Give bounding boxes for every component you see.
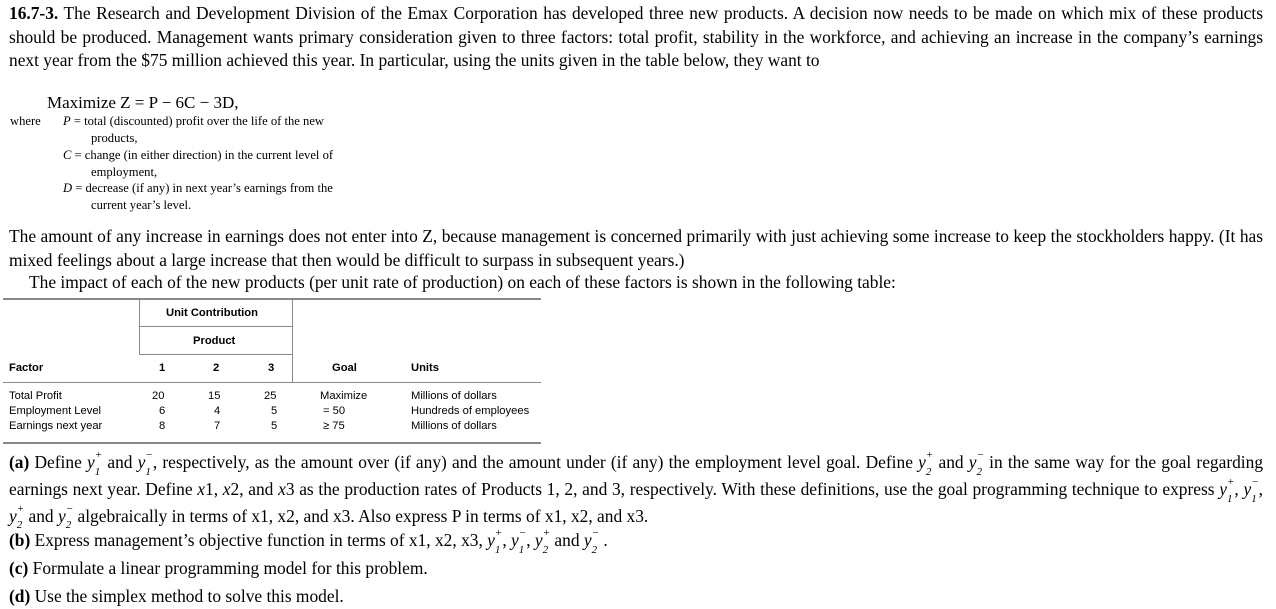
cell-profit-goal: Maximize xyxy=(320,390,368,402)
question-d: (d) Use the simplex method to solve this model. xyxy=(9,586,344,606)
cell-employment-goal: = 50 xyxy=(323,405,346,417)
column-header-product-3: 3 xyxy=(268,362,275,374)
table-header-rule xyxy=(3,382,541,383)
y1-plus: y+ $_1$ xyxy=(1219,476,1235,505)
column-header-factor: Factor xyxy=(9,362,44,374)
column-header-product-1: 1 xyxy=(159,362,166,374)
table-intro: The impact of each of the new products (per unit rate of production) on each of these factors is shown in the following table: xyxy=(29,272,896,292)
where-label: where xyxy=(10,114,41,128)
y2-plus: y+ $_2$ xyxy=(9,502,25,532)
problem-intro xyxy=(9,2,1263,73)
product-header: Product xyxy=(193,335,236,347)
cell-profit-p3: 25 xyxy=(264,390,277,402)
column-header-product-2: 2 xyxy=(213,362,220,374)
y2-minus: y− $_2$ xyxy=(583,527,600,556)
cell-earnings-units: Millions of dollars xyxy=(411,420,497,432)
cell-profit-units: Millions of dollars xyxy=(411,390,497,402)
unit-contribution-header: Unit Contribution xyxy=(166,307,258,319)
cell-profit-p2: 15 xyxy=(208,390,221,402)
cell-employment-p2: 4 xyxy=(214,405,221,417)
y1-minus: y− $_1$ xyxy=(1243,476,1259,505)
objective-function: Maximize Z = P − 6C − 3D, xyxy=(47,93,239,112)
y2-minus: y− $_2$ xyxy=(968,449,984,478)
intro-text: The Research and Development Division of the Emax Corporation has developed three new products. A decision now needs to be made on which mix of these products should be produced. Management wants primary consideration given to three factors: total profit, stability in the workforce, and achieving an increase in the company’s earnings next year from the $75 million achieved this year. In particular, using the units given in the table below, they want to xyxy=(9,3,1263,70)
cell-earnings-p2: 7 xyxy=(214,420,221,432)
problem-number: 16.7-3. xyxy=(9,3,59,23)
row-factor-earnings: Earnings next year xyxy=(9,420,103,432)
cell-employment-units: Hundreds of employees xyxy=(411,405,530,417)
table-group-right-rule xyxy=(292,298,293,382)
earnings-paragraph: The amount of any increase in earnings does not enter into Z, because management is concerned primarily with just achieving some increase to keep the stockholders happy. (It has mixed feelings about a large increase that then would be difficult to surpass in subsequent years.) xyxy=(9,226,1263,270)
definition-p: P = total (discounted) profit over the life of the new products, xyxy=(63,114,325,145)
y1-minus: y− $_1$ xyxy=(137,449,153,478)
y2-plus: y+ $_2$ xyxy=(918,449,934,478)
y1-minus: y− $_1$ xyxy=(511,527,527,556)
table-bottom-rule xyxy=(3,442,541,444)
question-c-label: (c) xyxy=(9,558,29,578)
row-factor-total-profit: Total Profit xyxy=(9,390,62,402)
y1-plus: y+ $_1$ xyxy=(86,449,103,478)
question-a: (a) Define y+ $_1$ and y− $_1$ , respectively, as the amount over (if any) and the amount under (if any) the employment level goal. Define y+ $_2$ and y− $_2$ in the same way for the goal regarding earnings next year. Define x1, x2, and x3 as the production rates of Products 1, 2, and 3, respectively. With these definitions, use the goal programming technique to express y+ $_1$ , y− $_1$ , y+ $_2$ and y− $_2$ algebraically in terms of x1, x2, and x3. Also express P in terms of x1, x2, and x3. xyxy=(9,449,1264,532)
definition-c: C = change (in either direction) in the current level of employment, xyxy=(63,148,334,179)
cell-employment-p3: 5 xyxy=(271,405,278,417)
question-b: (b) Express management’s objective function in terms of x1, x2, x3, y+ $_1$ , y− $_1$ , y+ $_2$ and y− $_2$ . xyxy=(9,527,608,556)
row-factor-employment: Employment Level xyxy=(9,405,102,417)
y1-plus: y+ $_1$ xyxy=(487,527,503,556)
y2-plus: y+ $_2$ xyxy=(534,527,551,556)
definition-d: D = decrease (if any) in next year’s earnings from the current year’s level. xyxy=(63,181,333,212)
table-top-rule xyxy=(3,298,541,300)
y2-minus: y− $_2$ xyxy=(57,502,74,532)
cell-earnings-p1: 8 xyxy=(159,420,166,432)
question-a-label: (a) xyxy=(9,452,30,472)
table-group-rule xyxy=(139,326,292,327)
cell-earnings-p3: 5 xyxy=(271,420,278,432)
column-header-goal: Goal xyxy=(332,362,357,374)
cell-earnings-goal: ≥ 75 xyxy=(323,420,345,432)
cell-profit-p1: 20 xyxy=(152,390,165,402)
cell-employment-p1: 6 xyxy=(159,405,166,417)
table-product-rule xyxy=(139,354,292,355)
column-header-units: Units xyxy=(411,362,439,374)
question-d-label: (d) xyxy=(9,586,31,606)
impact-table xyxy=(3,298,541,444)
question-c: (c) Formulate a linear programming model for this problem. xyxy=(9,558,428,578)
question-b-label: (b) xyxy=(9,530,31,550)
